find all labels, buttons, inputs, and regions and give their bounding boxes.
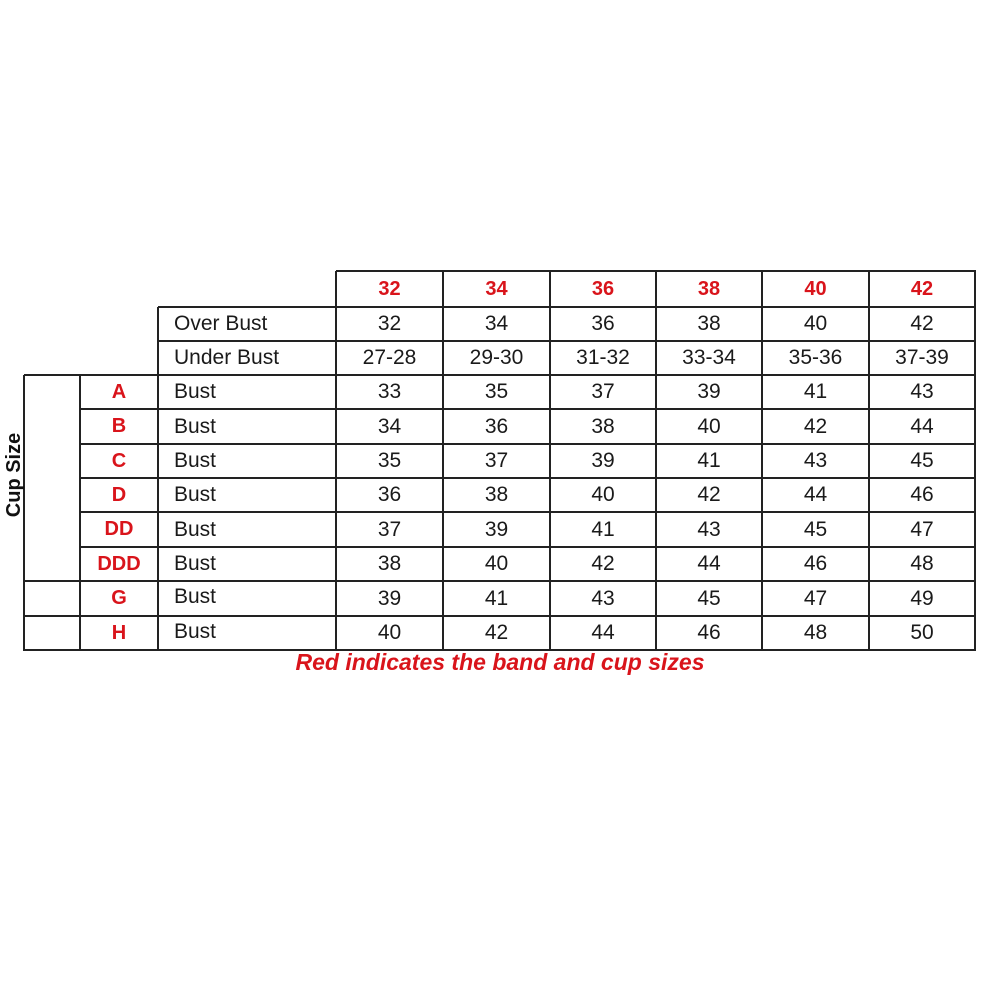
grid-line [157,307,159,651]
bust-value: 47 [803,586,828,610]
bust-value: 40 [377,621,402,644]
grid-line [655,271,657,651]
bust-value: 38 [377,552,402,575]
grid-line [442,271,444,651]
bust-value: 38 [591,414,615,438]
cup-size-d: D [111,483,127,506]
bust-value: 42 [803,414,828,438]
band-size-header: 32 [378,277,401,300]
cup-size-h: H [111,621,127,644]
bust-value: 46 [910,483,934,506]
cup-size-g: G [111,587,127,609]
bust-value: 46 [697,621,721,644]
over-bust-value: 36 [591,312,615,335]
grid-line [80,546,976,548]
band-size-header: 40 [804,277,827,300]
bust-value: 50 [910,621,934,644]
bust-value: 43 [803,449,828,472]
bust-value: 43 [591,586,615,610]
bust-value: 39 [377,586,402,610]
bust-value: 45 [803,517,828,541]
under-bust-value: 29-30 [469,346,524,369]
bust-value: 45 [697,586,721,610]
under-bust-value: 37-39 [895,346,949,369]
chart-caption: Red indicates the band and cup sizes [295,649,705,675]
bust-value: 36 [377,483,402,506]
bust-value: 40 [591,483,615,506]
bust-value: 41 [591,517,615,541]
under-bust-value: 27-28 [362,346,417,369]
over-bust-value: 42 [910,312,934,335]
grid-line [335,271,337,651]
bust-value: 41 [484,586,509,610]
grid-line [80,443,976,445]
over-bust-value: 34 [484,312,509,335]
bust-value: 41 [803,380,828,403]
over-bust-value: 40 [803,312,828,335]
row-label-bust: Bust [174,517,217,541]
grid-line [549,271,551,651]
bust-value: 46 [803,552,828,575]
bust-value: 37 [377,517,402,541]
bust-value: 33 [377,380,402,403]
bust-value: 38 [484,483,509,506]
bust-value: 44 [697,552,721,575]
band-size-header: 38 [697,277,721,300]
cup-size-b: B [111,415,127,437]
row-label-under-bust: Under Bust [174,346,280,369]
grid-line [761,271,763,651]
cup-size-c: C [111,449,127,472]
band-size-header: 34 [485,277,508,300]
bust-value: 43 [697,517,721,541]
bust-value: 48 [803,621,828,644]
bust-value: 42 [697,483,721,506]
grid-line [24,615,976,617]
row-label-bust: Bust [174,414,217,438]
row-label-bust: Bust [174,380,217,403]
bust-value: 37 [484,449,509,472]
bust-value: 39 [484,517,509,541]
under-bust-value: 35-36 [788,346,843,369]
bust-value: 44 [803,483,828,506]
bust-value: 40 [484,552,509,575]
grid-line [868,271,870,651]
under-bust-value: 33-34 [682,346,736,369]
row-label-over-bust: Over Bust [174,312,268,335]
bust-value: 35 [484,380,509,403]
bust-value: 37 [591,380,615,403]
grid-line [80,408,976,410]
row-label-bust: Bust [174,483,217,506]
row-label-bust: Bust [174,449,217,472]
band-size-header: 42 [910,277,934,300]
bust-value: 48 [910,552,934,575]
grid-line [79,375,81,651]
bra-size-chart [24,271,975,651]
grid-line [974,271,976,651]
bust-value: 39 [697,380,721,403]
bust-value: 44 [591,621,615,644]
grid-line [80,477,976,479]
bust-value: 42 [591,552,615,575]
bust-value: 41 [697,449,721,472]
cup-size-dd: DD [104,518,134,540]
bust-value: 39 [591,449,615,472]
bust-value: 35 [377,449,402,472]
grid-line [158,340,976,342]
row-label-bust: Bust [174,585,217,608]
grid-line [24,580,976,582]
band-size-header: 36 [591,277,615,300]
row-label-bust: Bust [174,620,217,643]
cup-size-label: Cup Size [2,432,25,518]
bust-value: 45 [910,449,934,472]
bust-value: 47 [910,517,934,541]
bust-value: 40 [697,414,721,438]
row-label-bust: Bust [174,552,217,575]
bust-value: 49 [910,586,934,610]
over-bust-value: 38 [697,312,721,335]
bust-value: 34 [377,414,402,438]
grid-line [80,511,976,513]
cup-size-ddd: DDD [97,552,141,575]
bust-value: 43 [910,380,934,403]
grid-line [24,374,976,376]
under-bust-value: 31-32 [576,346,630,369]
over-bust-value: 32 [377,312,402,335]
bust-value: 42 [484,621,509,644]
bust-value: 36 [484,414,509,438]
grid-line [158,306,976,308]
cup-size-a: A [111,380,127,403]
bust-value: 44 [910,414,934,438]
